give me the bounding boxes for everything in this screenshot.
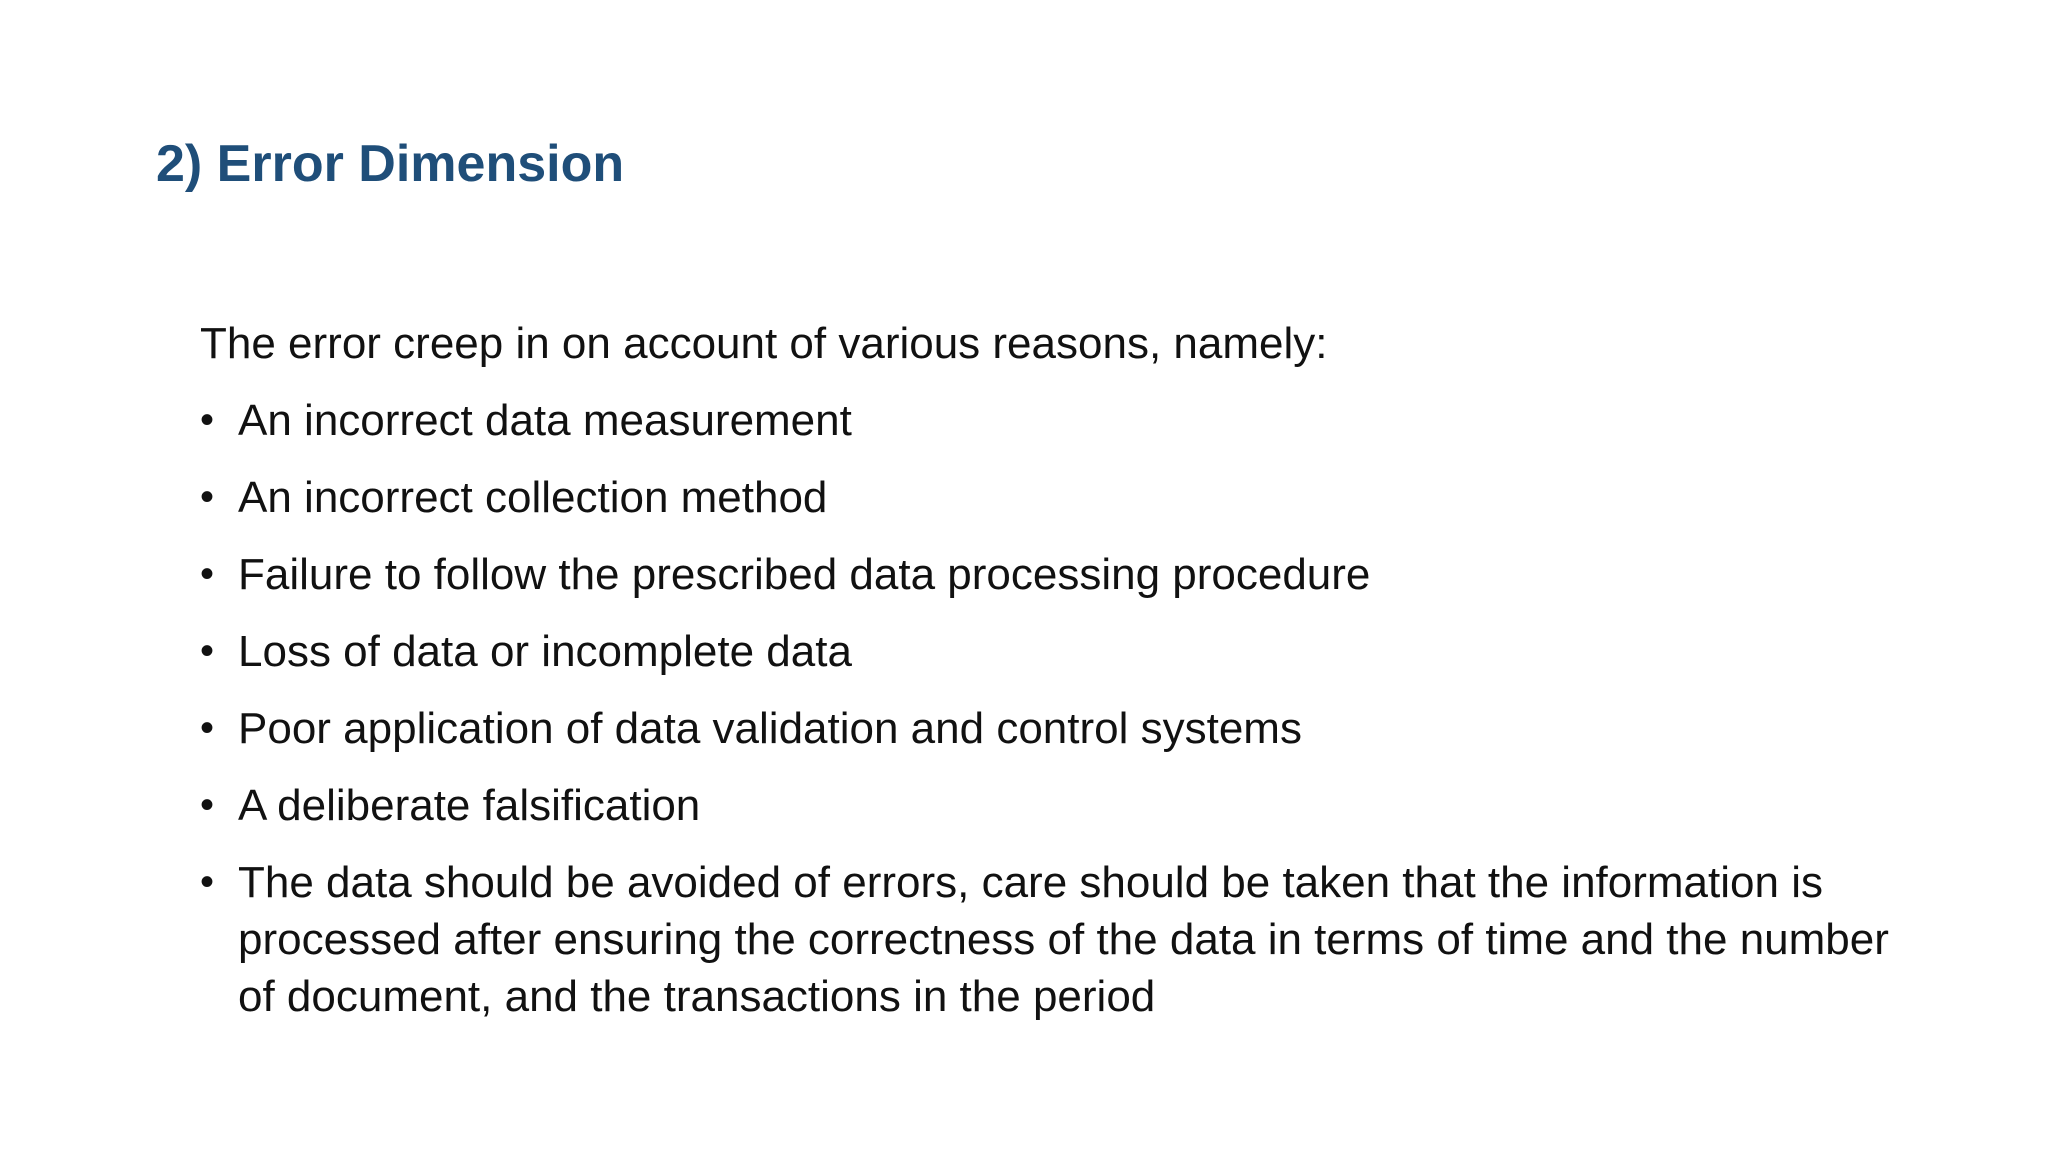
bullet-list bbox=[200, 392, 1920, 1025]
slide-body bbox=[200, 315, 1920, 1045]
bullet-item bbox=[200, 469, 1920, 526]
bullet-item bbox=[200, 623, 1920, 680]
bullet-icon: • bbox=[200, 629, 215, 673]
bullet-icon: • bbox=[200, 783, 215, 827]
bullet-icon: • bbox=[200, 860, 215, 904]
intro-text: The error creep in on account of various reasons, namely: bbox=[200, 319, 1328, 368]
bullet-item bbox=[200, 854, 1920, 1025]
bullet-text: The data should be avoided of errors, care should be taken that the information is processed after ensuring the correctness of the data in terms of time and the number of document, and the transactions in the period bbox=[238, 858, 1889, 1021]
bullet-item bbox=[200, 392, 1920, 449]
bullet-item bbox=[200, 777, 1920, 834]
slide-title: 2) Error Dimension bbox=[156, 135, 625, 193]
bullet-text: Failure to follow the prescribed data processing procedure bbox=[238, 550, 1371, 599]
bullet-text: Loss of data or incomplete data bbox=[238, 627, 852, 676]
bullet-icon: • bbox=[200, 475, 215, 519]
bullet-text: An incorrect collection method bbox=[238, 473, 828, 522]
bullet-text: A deliberate falsification bbox=[238, 781, 701, 830]
bullet-text: An incorrect data measurement bbox=[238, 396, 852, 445]
bullet-text: Poor application of data validation and control systems bbox=[238, 704, 1302, 753]
bullet-icon: • bbox=[200, 552, 215, 596]
bullet-item bbox=[200, 546, 1920, 603]
bullet-item bbox=[200, 700, 1920, 757]
bullet-icon: • bbox=[200, 706, 215, 750]
bullet-icon: • bbox=[200, 398, 215, 442]
